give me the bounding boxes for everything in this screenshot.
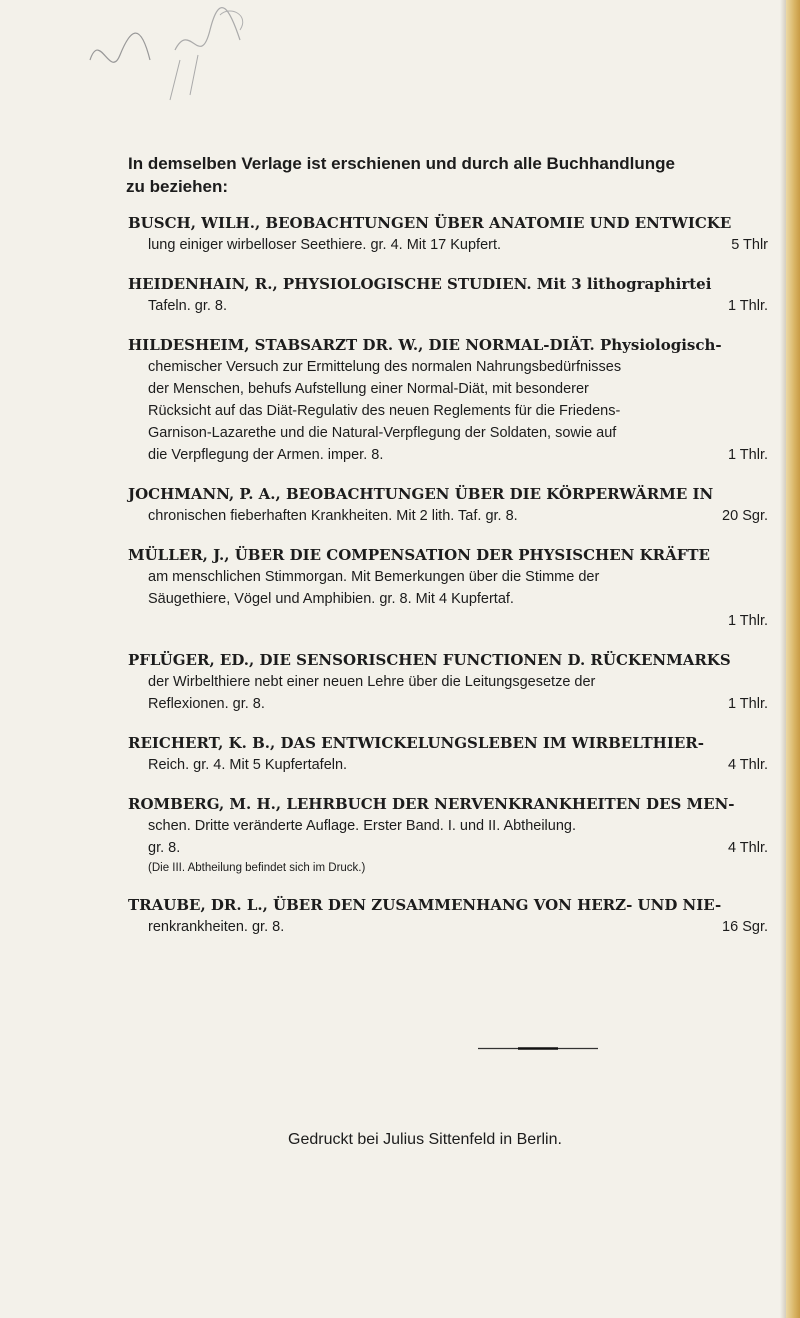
intro-text — [128, 152, 728, 198]
book-heading: ROMBERG, M. H., LEHRBUCH DER NERVENKRANKHEITEN DES MEN- — [128, 795, 735, 813]
book-description-end: lung einiger wirbelloser Seethiere. gr. 4. Mit 17 Kupfert. — [148, 237, 502, 253]
book-last-line — [128, 295, 768, 317]
book-price: 1 Thlr. — [727, 613, 768, 629]
book-description-line: Garnison-Lazarethe und die Natural-Verpflegung der Soldaten, sowie auf — [148, 425, 617, 441]
book-heading: MÜLLER, J., ÜBER DIE COMPENSATION DER PHYSISCHEN KRÄFTE — [128, 546, 710, 564]
book-entry — [128, 894, 768, 938]
book-description-end: Tafeln. gr. 8. — [148, 298, 227, 314]
book-price: 4 Thlr. — [727, 840, 768, 856]
book-last-line — [128, 444, 768, 466]
book-last-line — [128, 754, 768, 776]
book-heading: JOCHMANN, P. A., BEOBACHTUNGEN ÜBER DIE KÖRPERWÄRME IN — [128, 485, 714, 503]
book-heading: PFLÜGER, ED., DIE SENSORISCHEN FUNCTIONEN D. RÜCKENMARKS — [128, 651, 731, 669]
intro-line-2: zu beziehen: — [126, 177, 229, 196]
book-heading: TRAUBE, DR. L., ÜBER DEN ZUSAMMENHANG VON HERZ- UND NIE- — [128, 896, 722, 914]
book-description-line: schen. Dritte veränderte Auflage. Erster Band. I. und II. Abtheilung. — [148, 818, 577, 834]
book-last-line — [128, 837, 768, 859]
book-description-end: die Verpflegung der Armen. imper. 8. — [148, 447, 384, 463]
book-description-end: chronischen fieberhaften Krankheiten. Mit 2 lith. Taf. gr. 8. — [148, 508, 518, 524]
book-price: 16 Sgr. — [722, 919, 768, 935]
book-list — [128, 212, 768, 938]
book-description-line: der Wirbelthiere nebt einer neuen Lehre über die Leitungsgesetze der — [148, 674, 596, 690]
intro-line-1: In demselben Verlage ist erschienen und durch alle Buchhandlunge — [128, 154, 675, 173]
handwritten-scribble — [80, 0, 280, 120]
book-description-end: renkrankheiten. gr. 8. — [148, 919, 285, 935]
printer-imprint: Gedruckt bei Julius Sittenfeld in Berlin. — [288, 1131, 562, 1148]
book-entry — [128, 649, 768, 715]
book-heading: REICHERT, K. B., DAS ENTWICKELUNGSLEBEN IM WIRBELTHIER- — [128, 734, 704, 752]
book-entry — [128, 793, 768, 877]
book-last-line — [128, 234, 768, 256]
book-description-line: chemischer Versuch zur Ermittelung des normalen Nahrungsbedürfnisses — [148, 359, 622, 375]
book-last-line — [128, 693, 768, 715]
book-heading: HEIDENHAIN, R., PHYSIOLOGISCHE STUDIEN. Mit 3 lithographirtei — [128, 275, 712, 293]
book-entry — [128, 483, 768, 527]
catalog-listing — [128, 152, 768, 955]
book-price: 5 Thlr — [731, 237, 768, 253]
book-description-end: Reflexionen. gr. 8. — [148, 696, 265, 712]
book-entry — [128, 732, 768, 776]
book-description-end: gr. 8. — [148, 840, 181, 856]
divider-rule — [478, 1047, 598, 1050]
book-description-end: Reich. gr. 4. Mit 5 Kupfertafeln. — [148, 757, 348, 773]
book-last-line — [128, 916, 768, 938]
book-entry — [128, 544, 768, 632]
book-heading: HILDESHEIM, STABSARZT DR. W., DIE NORMAL-DIÄT. Physiologisch- — [128, 336, 722, 354]
book-entry — [128, 212, 768, 256]
book-price: 1 Thlr. — [727, 298, 768, 314]
book-price: 20 Sgr. — [722, 508, 768, 524]
book-note: (Die III. Abtheilung befindet sich im Druck.) — [148, 862, 366, 874]
page-edge — [786, 0, 800, 1318]
book-price: 1 Thlr. — [727, 447, 768, 463]
book-last-line — [128, 505, 768, 527]
book-description-line: Säugethiere, Vögel und Amphibien. gr. 8. Mit 4 Kupfertaf. — [148, 591, 514, 607]
book-description-line: Rücksicht auf das Diät-Regulativ des neuen Reglements für die Friedens- — [148, 403, 621, 419]
book-description-line: am menschlichen Stimmorgan. Mit Bemerkungen über die Stimme der — [148, 569, 600, 585]
book-heading: BUSCH, WILH., BEOBACHTUNGEN ÜBER ANATOMIE UND ENTWICKE — [128, 214, 732, 232]
book-entry — [128, 273, 768, 317]
book-price: 4 Thlr. — [727, 757, 768, 773]
book-description-line: der Menschen, behufs Aufstellung einer Normal-Diät, mit besonderer — [148, 381, 589, 397]
book-price: 1 Thlr. — [727, 696, 768, 712]
book-entry — [128, 334, 768, 466]
